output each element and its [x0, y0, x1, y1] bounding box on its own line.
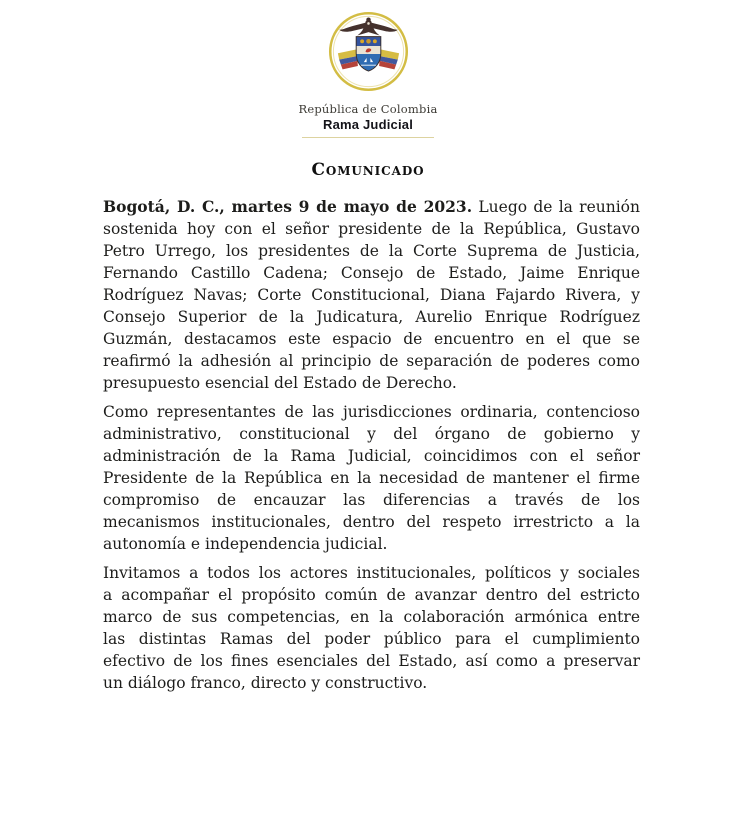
- text-line: presupuesto esencial del Estado de Derecho.: [103, 374, 457, 392]
- text-line: mecanismos institucionales, dentro del respeto irrestricto a la: [103, 513, 640, 531]
- text-line: administración de la Rama Judicial, coincidimos con el señor: [103, 447, 640, 465]
- text-line: efectivo de los fines esenciales del Estado, así como a preservar: [103, 652, 640, 670]
- text-line: Como representantes de las jurisdicciones ordinaria, contencioso: [103, 403, 640, 421]
- text-line: sostenida hoy con el señor presidente de la República, Gustavo: [103, 220, 640, 238]
- text-line: Rodríguez Navas; Corte Constitucional, Diana Fajardo Rivera, y: [103, 286, 640, 304]
- dateline: Bogotá, D. C., martes 9 de mayo de 2023.: [103, 197, 473, 216]
- letterhead-rule: [302, 137, 434, 138]
- text-line: Bogotá, D. C., martes 9 de mayo de 2023. Luego de la reunión: [103, 197, 640, 216]
- document-body: [103, 196, 640, 694]
- text-line: autonomía e independencia judicial.: [103, 535, 388, 553]
- text-line: un diálogo franco, directo y constructivo.: [103, 674, 428, 692]
- coat-of-arms-colombia-icon: [326, 9, 411, 94]
- paragraph: [103, 196, 640, 394]
- text-line: Guzmán, destacamos este espacio de encuentro en el que se: [103, 330, 640, 348]
- text-line: Invitamos a todos los actores institucionales, políticos y sociales: [103, 564, 640, 582]
- text-line: administrativo, constitucional y del órgano de gobierno y: [103, 425, 640, 443]
- text-line: las distintas Ramas del poder público para el cumplimiento: [103, 630, 640, 648]
- paragraph: [103, 401, 640, 555]
- text-line: reafirmó la adhesión al principio de separación de poderes como: [103, 352, 640, 370]
- letterhead-institution: Rama Judicial: [322, 117, 414, 132]
- letterhead: [0, 0, 736, 138]
- text-line: a acompañar el propósito común de avanzar dentro del estricto: [103, 586, 640, 604]
- text-line: marco de sus competencias, en la colaboración armónica entre: [103, 608, 640, 626]
- paragraph: [103, 562, 640, 694]
- text-line: Petro Urrego, los presidentes de la Corte Suprema de Justicia,: [103, 242, 640, 260]
- text-line: Consejo Superior de la Judicatura, Aurelio Enrique Rodríguez: [103, 308, 640, 326]
- text-line: Presidente de la República en la necesidad de mantener el firme: [103, 469, 640, 487]
- text-line: Fernando Castillo Cadena; Consejo de Estado, Jaime Enrique: [103, 264, 640, 282]
- document-title: Comunicado: [311, 160, 425, 180]
- text-line: compromiso de encauzar las diferencias a través de los: [103, 491, 640, 509]
- letterhead-country: República de Colombia: [298, 102, 438, 116]
